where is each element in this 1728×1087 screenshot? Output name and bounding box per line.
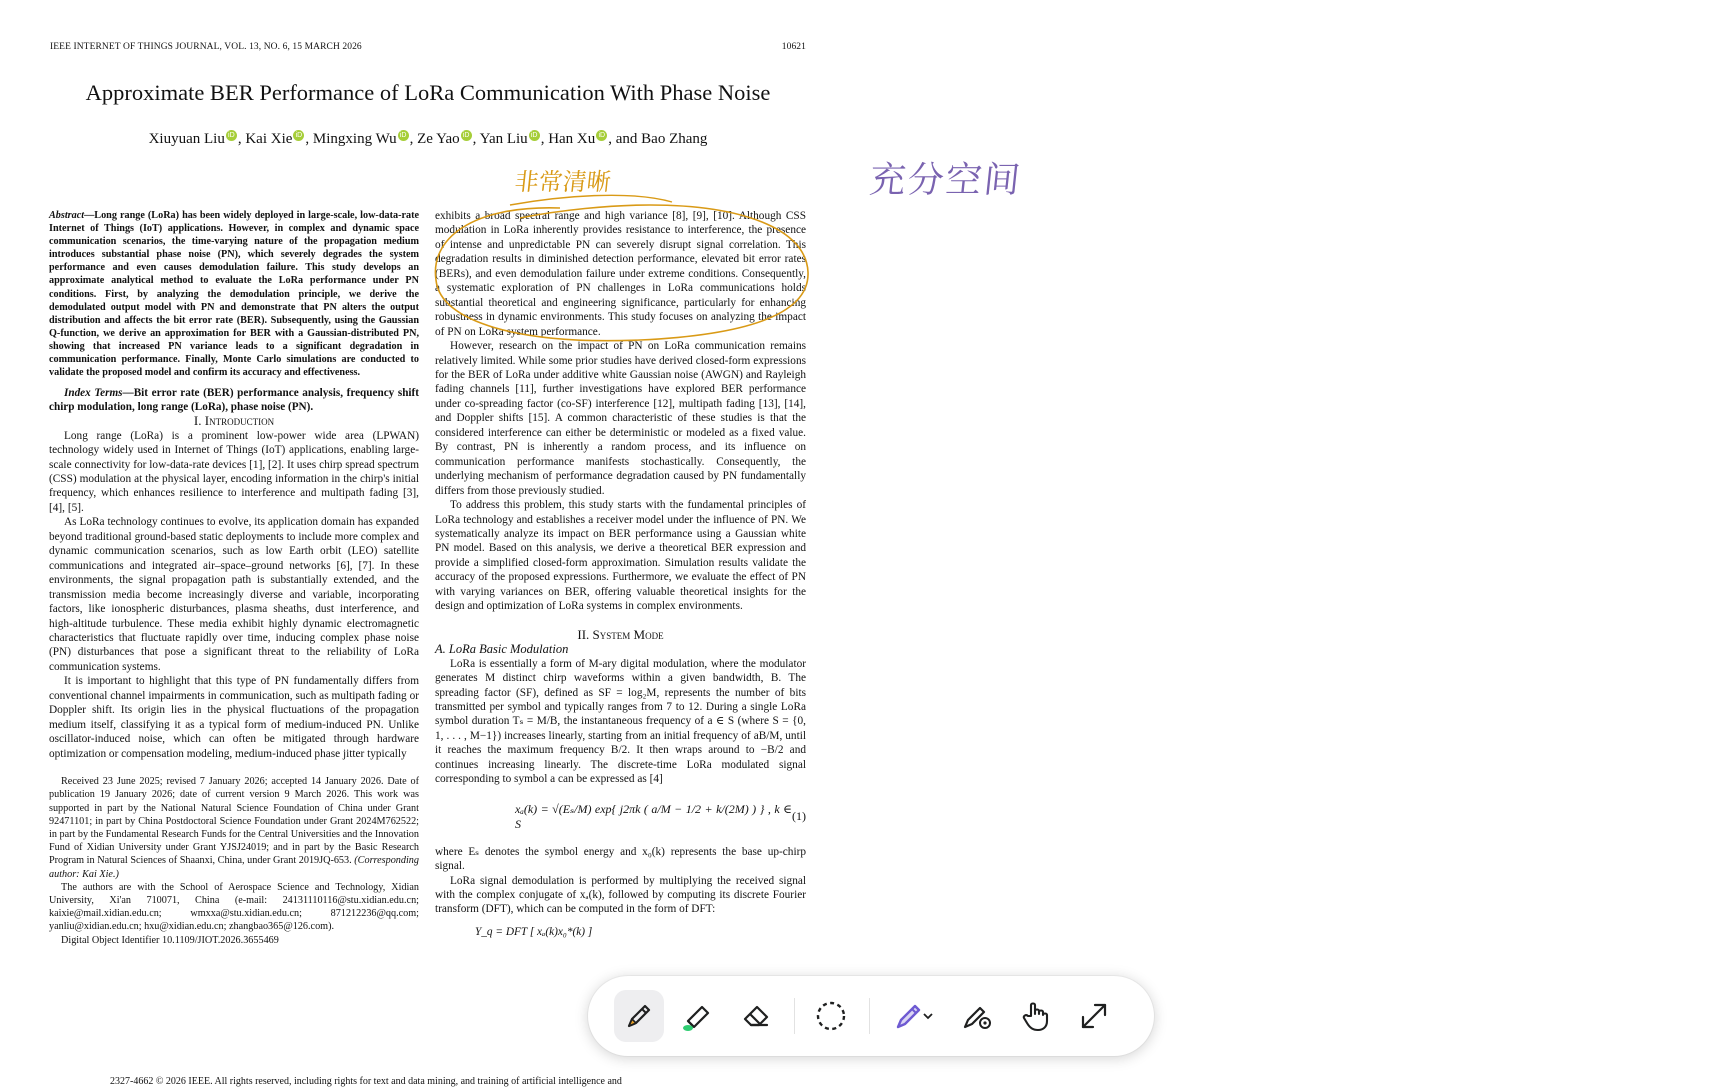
- affiliation-note: The authors are with the School of Aerospace Science and Technology, Xidian University, Xi'an 710071, China (e-mail: 24131110116@stu.xidian.edu.cn; kaixie@mail.xidian.edu.cn; wmxxa@stu.xidian.edu.cn; 871212236@qq.com; yanliu@xidian.edu.cn; hxu@xidian.edu.cn; zhangbao365@126.com).: [49, 881, 419, 933]
- page-number: 10621: [781, 42, 806, 52]
- handwritten-note-top: 非常清晰: [513, 168, 613, 196]
- paper-title: Approximate BER Performance of LoRa Communication With Phase Noise: [85, 80, 771, 105]
- author-last: and Bao Zhang: [615, 131, 708, 147]
- touch-pan-tool-button[interactable]: [1011, 990, 1061, 1042]
- expand-icon: [1077, 999, 1111, 1033]
- lasso-select-tool-button[interactable]: [807, 990, 857, 1042]
- left-column: [49, 209, 419, 947]
- eraser-tool-button[interactable]: [731, 990, 781, 1042]
- paragraph: However, research on the impact of PN on LoRa communication remains relatively limited. While some prior studies have derived closed-form expressions for the BER of LoRa under additive white Gaussian noise (AWGN) and Rayleigh fading channels [11], further investigations have explored BER performance under co-spreading factor (co-SF) interference [12], multipath fading [13], [14], and Doppler shifts [15]. A common characteristic of these studies is that the considered interference can either be deterministic or modeled as a fixed value. By contrast, PN is inherently a random process, and its influence on communication performance manifests stochastically. Consequently, the underlying mechanism of performance degradation caused by PN fundamentally differs from those previously studied.: [435, 340, 806, 497]
- fullscreen-tool-button[interactable]: [1069, 990, 1119, 1042]
- equation-number: (1): [792, 809, 806, 824]
- colored-pen-icon: [892, 999, 926, 1033]
- toolbar-divider: [794, 998, 795, 1034]
- paragraph: exhibits a broad spectral range and high variance [8], [9], [10]. Although CSS modulation in LoRa inherently provides resistance to interference, the presence of intense and unpredictable PN can severely disrupt signal correlation. This degradation results in diminished detection performance, elevated bit error rates (BERs), and even demodulation failure under extreme conditions. Consequently, a systematic exploration of PN challenges in LoRa communications holds substantial theoretical and engineering significance, particularly for enhancing robustness in dynamic environments. This study focuses on analyzing the impact of PN on LoRa system performance.: [435, 210, 806, 338]
- paragraph: To address this problem, this study starts with the fundamental principles of LoRa technology and establishes a receiver model under the influence of PN. We systematically analyze its impact on BER performance using a Gaussian white PN model. Based on this analysis, we derive a theoretical BER expression and provide a simplified closed-form approximation. Simulation results validate the accuracy of the proposed expressions. Furthermore, we evaluate the effect of PN with varying variances on BER, offering valuable theoretical insights for the design and optimization of LoRa systems in complex environments.: [435, 499, 806, 613]
- author: Ze Yao: [417, 131, 460, 147]
- received-note: Received 23 June 2025; revised 7 January 2026; accepted 14 January 2026. Date of publication 19 January 2026; date of current version 9 March 2026. This work was supported in part by the National Natural Science Foundation of China under Grant 92471101; in part by China Postdoctoral Science Foundation under Grant 2024M762522; in part by the Fundamental Research Funds for the Central Universities and the Innovation Fund of Xidian University under Grant YJSJ24019; and in part by the Basic Research Program in Natural Sciences of Shaanxi, China, under Grant 2019JQ-653. (Corresponding author: Kai Xie.): [49, 776, 419, 880]
- annotation-toolbar: [588, 976, 1154, 1056]
- handwritten-note-right: 充分空间: [867, 160, 1024, 201]
- doi: Digital Object Identifier 10.1109/JIOT.2026.3655469: [61, 934, 279, 946]
- author: Mingxing Wu: [312, 131, 397, 147]
- footnote: [49, 775, 419, 947]
- orcid-icon[interactable]: iD: [398, 130, 409, 141]
- paragraph: LoRa signal demodulation is performed by multiplying the received signal with the complex conjugate of xₐ(k), followed by computing its discrete Fourier transform (DFT), which can be computed in the form of DFT:: [435, 874, 806, 916]
- pen-icon: [623, 1000, 655, 1032]
- equation-body: xₐ(k) = √(Eₛ/M) exp{ j2πk ( a/M − 1/2 + k/(2M) ) } , k ∈ S: [515, 802, 792, 831]
- pen-settings-icon: [960, 999, 994, 1033]
- paragraph: It is important to highlight that this type of PN fundamentally differs from conventional channel impairments in communication, such as multipath fading or Doppler shift. Its origin lies in the physical fluctuations of the propagation medium itself, classifying it as a typical form of medium-induced PN. Unlike oscillator-induced noise, which can often be mitigated through hardware optimization or compensation modeling, medium-induced phase jitter typically: [49, 675, 419, 760]
- author: Kai Xie: [245, 131, 293, 147]
- paragraph: where Eₛ denotes the symbol energy and x₀(k) represents the base up-chirp signal.: [435, 845, 806, 873]
- running-head: [50, 42, 806, 52]
- paragraph: Long range (LoRa) is a prominent low-power wide area (LPWAN) technology widely used in Internet of Things (IoT) applications, enabling large-scale connectivity for low-data-rate devices [1], [2]. It uses chirp spread spectrum (CSS) modulation at the physical layer, encoding information in the chirp's initial frequency, which enhances resilience to interference and multipath fading [3], [4], [5].: [49, 429, 419, 514]
- author: Yan Liu: [479, 131, 528, 147]
- equation-1: [435, 797, 806, 837]
- toolbar-divider: [869, 998, 870, 1034]
- chevron-down-icon[interactable]: [922, 1010, 934, 1022]
- copyright-line: 2327-4662 © 2026 IEEE. All rights reserved, including rights for text and data mining, and training of artificial intelligence and: [110, 1076, 622, 1087]
- section-heading: I. Introduction: [193, 413, 275, 429]
- paragraph: LoRa is essentially a form of M-ary digital modulation, where the modulator generates M distinct chirp waveforms within a given bandwidth, B. The spreading factor (SF), defined as SF = log₂M, represents the number of bits transmitted per symbol and typically ranges from 7 to 12. During a single LoRa symbol duration Tₛ = M/B, the instantaneous frequency of a ∈ S (where S = {0, 1, . . . , M−1}) increases linearly, starting from an initial frequency of aB/M, until it reaches the maximum frequency B/2. It then wraps around to −B/2 and continues increasing linearly. The discrete-time LoRa modulated signal corresponding to symbol a can be expressed as [4]: [435, 657, 806, 786]
- author: Han Xu: [548, 131, 596, 147]
- index-terms: Index Terms—Bit error rate (BER) performance analysis, frequency shift chirp modulation, long range (LoRa), phase noise (PN).: [49, 387, 419, 414]
- orcid-icon[interactable]: iD: [596, 130, 607, 141]
- orcid-icon[interactable]: iD: [226, 130, 237, 141]
- eraser-icon: [739, 999, 773, 1033]
- pen-tool-button[interactable]: [614, 990, 664, 1042]
- orcid-icon[interactable]: iD: [293, 130, 304, 141]
- orcid-icon[interactable]: iD: [529, 130, 540, 141]
- abstract: Abstract—Long range (LoRa) has been widely deployed in large-scale, low-data-rate Internet of Things (IoT) applications. However, in complex and dynamic space communication scenarios, the time-varying nature of the propagation medium introduces substantial phase noise (PN), which severely degrades the system performance and even causes demodulation failure. This study develops an approximate analytical method to evaluate the LoRa performance under PN conditions. First, by analyzing the demodulation principle, we derive the demodulated output model with PN and demonstrate that PN alters the output distribution and affects the bit error rate (BER). Subsequently, using the Gaussian Q-function, we derive an approximation for BER with a Gaussian-distributed PN, showing that increased PN variance leads to a significant degradation in communication performance. Finally, Monte Carlo simulations are conducted to validate the proposed model and confirm its accuracy and effectiveness.: [49, 210, 419, 379]
- subsection-heading: A. LoRa Basic Modulation: [435, 642, 569, 657]
- highlighter-icon: [680, 999, 714, 1033]
- journal-name: IEEE INTERNET OF THINGS JOURNAL, VOL. 13, NO. 6, 15 MARCH 2026: [50, 42, 362, 52]
- highlighter-tool-button[interactable]: [673, 990, 723, 1042]
- author: Xiuyuan Liu: [148, 131, 225, 147]
- equation-2: Y_q = DFT [ xₐ(k)x₀*(k) ]: [475, 925, 593, 938]
- orcid-icon[interactable]: iD: [461, 130, 472, 141]
- lasso-icon: [813, 998, 849, 1034]
- paragraph: As LoRa technology continues to evolve, its application domain has expanded beyond traditional ground-based static deployments to include more complex and dynamic communication scenarios, such as low Earth orbit (LEO) satellite communications and integrated air–space–ground networks [6], [7]. In these environments, the signal propagation path is substantially extended, and the transmission media become increasingly diverse and variable, incorporating factors, like ionospheric disturbances, plasma sheaths, dust interference, and high-altitude turbulence. These media exhibit highly dynamic electromagnetic characteristics that fluctuate rapidly over time, inducing complex phase noise (PN) disturbances that pose a significant threat to the reliability of LoRa communication systems.: [49, 516, 419, 673]
- author-list: Xiuyuan Liu iD , Kai Xie iD , Mingxing Wu iD , Ze Yao iD , Yan Liu iD , Han Xu iD , and Bao Zhang: [148, 131, 708, 147]
- section-heading: II. System Mode: [577, 626, 664, 642]
- pen-color-tool-button[interactable]: [882, 990, 943, 1042]
- shape-settings-tool-button[interactable]: [952, 990, 1002, 1042]
- hand-touch-icon: [1018, 998, 1054, 1034]
- right-column: [435, 209, 806, 939]
